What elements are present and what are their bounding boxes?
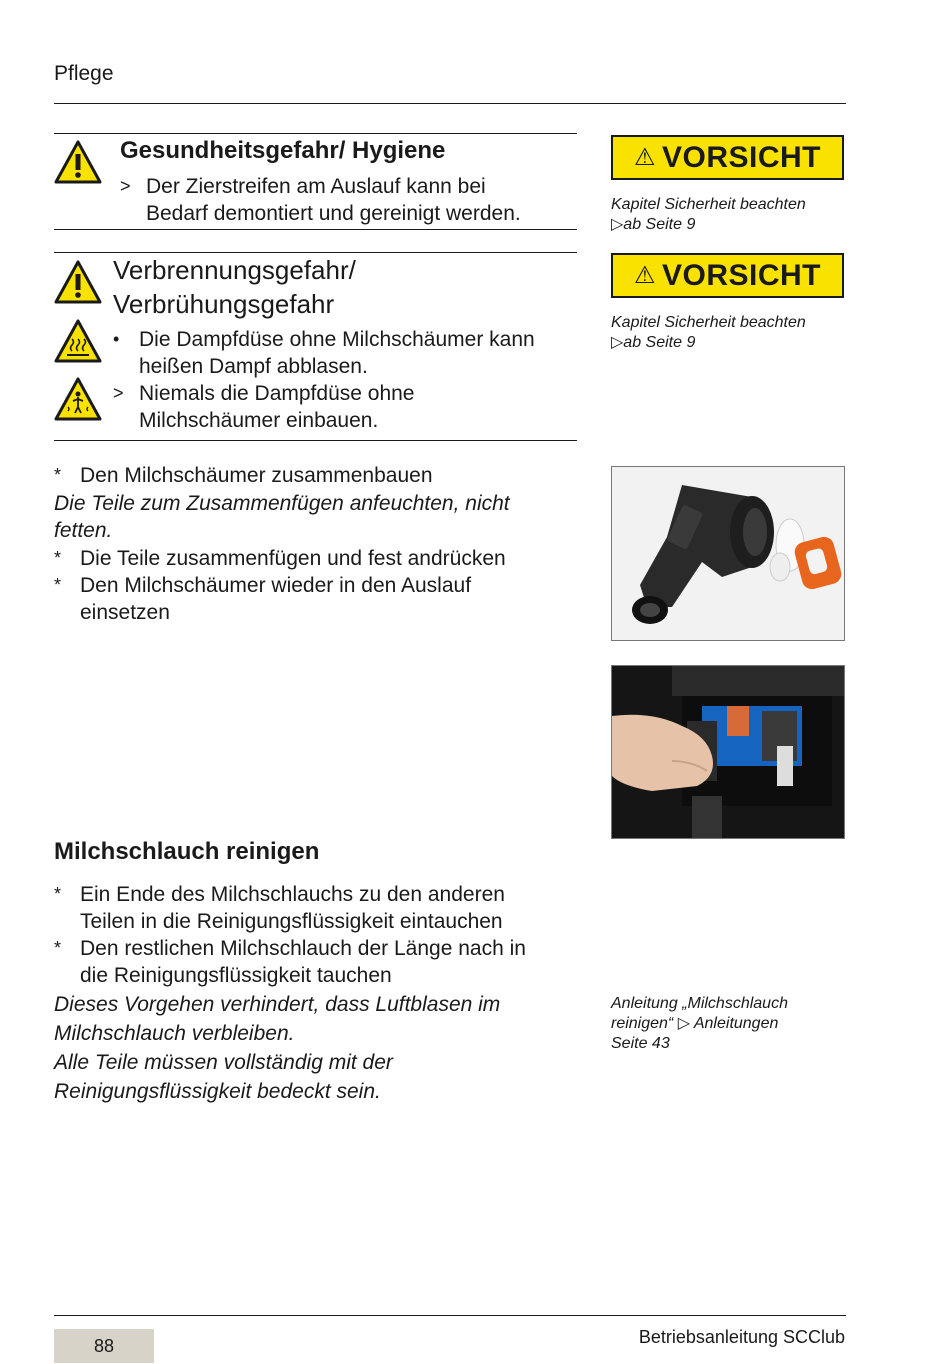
general-warning-icon xyxy=(54,140,102,184)
burn-item-line: heißen Dampf abblasen. xyxy=(139,355,368,378)
caution-label xyxy=(611,135,844,180)
burn-warning-title-line1: Verbrennungsgefahr/ xyxy=(113,255,356,285)
caution-label xyxy=(611,253,844,298)
page-section-title: Pflege xyxy=(54,62,114,85)
item-marker: • xyxy=(113,329,120,349)
caution-text: VORSICHT xyxy=(662,140,822,174)
note-line: Anleitung „Milchschlauch xyxy=(611,995,788,1012)
item-marker: > xyxy=(120,176,131,196)
document-title: Betriebsanleitung SCClub xyxy=(638,1327,845,1347)
note-line: ▷ab Seite 9 xyxy=(611,216,696,233)
warning-triangle-icon: ⚠ xyxy=(633,262,656,289)
steam-hazard-icon xyxy=(54,377,102,421)
step-marker: * xyxy=(54,884,62,904)
step-text: Den Milchschäumer wieder in den Auslauf xyxy=(80,574,472,597)
step-marker: * xyxy=(54,465,62,485)
note-line: Kapitel Sicherheit beachten xyxy=(611,196,806,213)
note-line: Seite 43 xyxy=(611,1035,670,1052)
safety-reference-note xyxy=(611,313,806,353)
step-text: Teilen in die Reinigungsflüssigkeit eintauchen xyxy=(80,910,503,933)
assembly-note xyxy=(54,490,510,544)
hose-cleaning-heading: Milchschlauch reinigen xyxy=(54,838,320,865)
note-line: Dieses Vorgehen verhindert, dass Luftblasen im xyxy=(54,993,501,1016)
hose-note xyxy=(54,990,500,1106)
burn-item-line: Niemals die Dampfdüse ohne xyxy=(139,382,415,405)
header-divider xyxy=(54,103,846,104)
page-number: 88 xyxy=(54,1329,154,1363)
step-marker: * xyxy=(54,938,62,958)
step-text: die Reinigungsflüssigkeit tauchen xyxy=(80,964,392,987)
step-text: Ein Ende des Milchschlauchs zu den anderen xyxy=(80,883,505,906)
step-text: Den Milchschäumer zusammenbauen xyxy=(80,464,433,487)
item-marker: > xyxy=(113,383,124,403)
hygiene-item-line: Der Zierstreifen am Auslauf kann bei xyxy=(146,175,486,198)
step-marker: * xyxy=(54,575,62,595)
step-text: Den restlichen Milchschlauch der Länge nach in xyxy=(80,937,526,960)
note-line: reinigen“ ▷ Anleitungen xyxy=(611,1015,779,1032)
milk-frother-parts-photo xyxy=(611,466,845,641)
caution-text: VORSICHT xyxy=(662,258,822,292)
note-line: ▷ab Seite 9 xyxy=(611,334,696,351)
warning-triangle-icon: ⚠ xyxy=(633,144,656,171)
note-line: fetten. xyxy=(54,519,113,542)
step-marker: * xyxy=(54,548,62,568)
note-line: Milchschlauch verbleiben. xyxy=(54,1022,295,1045)
safety-reference-note xyxy=(611,195,806,235)
insert-frother-photo xyxy=(611,665,845,839)
note-line: Kapitel Sicherheit beachten xyxy=(611,314,806,331)
footer-divider xyxy=(54,1315,846,1316)
hygiene-bottom-divider xyxy=(54,229,577,230)
step-text: Die Teile zusammenfügen und fest andrücken xyxy=(80,547,506,570)
burn-warning-title-line2: Verbrühungsgefahr xyxy=(113,289,335,319)
burn-bottom-divider xyxy=(54,440,577,441)
burn-item-line: Die Dampfdüse ohne Milchschäumer kann xyxy=(139,328,535,351)
instructions-reference-note xyxy=(611,994,788,1054)
step-text: einsetzen xyxy=(80,601,170,624)
hygiene-item-line: Bedarf demontiert und gereinigt werden. xyxy=(146,202,521,225)
note-line: Alle Teile müssen vollständig mit der xyxy=(54,1051,393,1074)
burn-item-line: Milchschäumer einbauen. xyxy=(139,409,379,432)
note-line: Reinigungsflüssigkeit bedeckt sein. xyxy=(54,1080,381,1103)
general-warning-icon xyxy=(54,260,102,304)
note-line: Die Teile zum Zusammenfügen anfeuchten, nicht xyxy=(54,492,510,515)
hot-surface-icon xyxy=(54,319,102,363)
hygiene-warning-title: Gesundheitsgefahr/ Hygiene xyxy=(120,137,446,164)
